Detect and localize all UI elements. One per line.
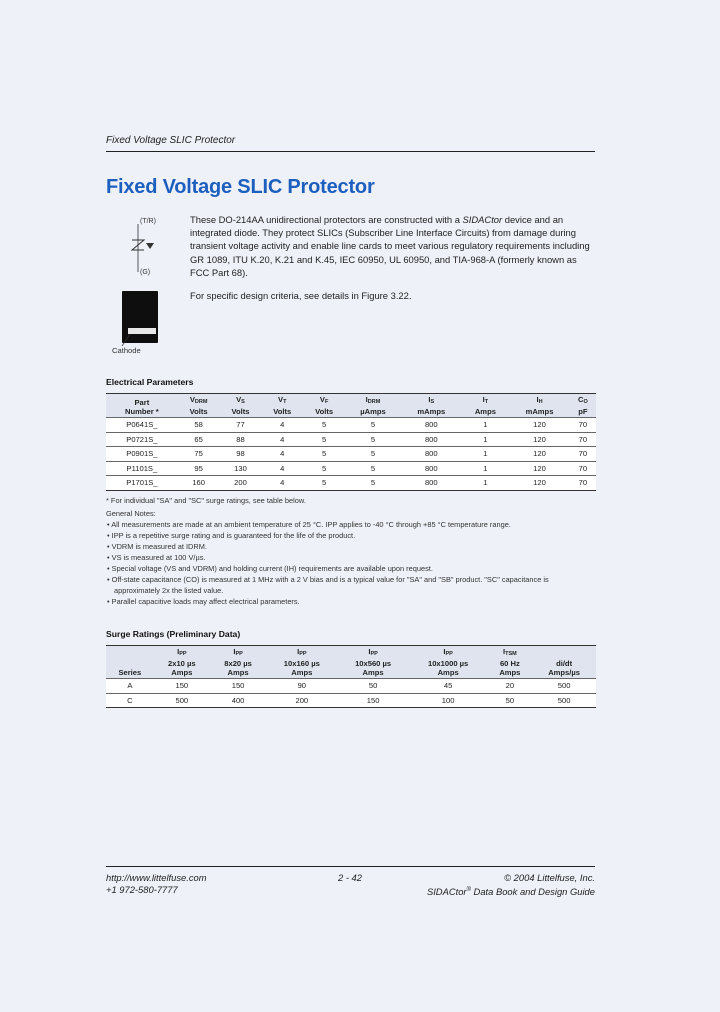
g-terminal-label: (G) — [140, 269, 151, 276]
table-cell: 5 — [303, 432, 345, 447]
footer-right — [380, 872, 595, 898]
general-notes — [106, 508, 596, 607]
header-symbol: $I_{PP}$ — [177, 647, 187, 657]
table-cell: 5 — [303, 476, 345, 491]
header-unit: mAmps — [417, 407, 446, 416]
table-cell: 58 — [178, 418, 220, 433]
header-unit: Volts — [315, 407, 334, 416]
intro-paragraph — [190, 213, 595, 279]
surge-header-cell — [409, 646, 488, 679]
intro-text-after: device and an integrated diode. They protect SLICs (Subscriber Line Interface Circuits) from damage during transient voltage activity and enable line cards to meet various regulatory requirements including GR 1089, ITU K.20, K.21 and K.45, IEC 60950, UL 60950, and TIA-968-A (formerly known as FCC Part 68). — [190, 214, 590, 278]
header-symbol-sub: T — [484, 399, 489, 405]
footer-url[interactable]: http://www.littelfuse.com — [106, 872, 207, 883]
footer-book-title: SIDACtor® Data Book and Design Guide — [426, 886, 595, 898]
table-cell: P0721S_ — [106, 432, 178, 447]
header-symbol-sub: TSM — [505, 651, 517, 657]
header-unit: Amps — [474, 407, 496, 416]
header-unit: Amps/µs — [548, 668, 580, 677]
surge-header-cell — [488, 646, 533, 679]
table-cell: 20 — [488, 679, 533, 694]
sidactor-term: SIDACtor — [462, 214, 503, 225]
header-symbol-sub: S — [241, 399, 245, 405]
table-cell: A — [106, 679, 154, 694]
table-cell: 120 — [509, 476, 570, 491]
page-title: Fixed Voltage SLIC Protector — [106, 176, 375, 198]
header-symbol: $V_T$ — [278, 395, 287, 405]
table-cell: 4 — [261, 476, 303, 491]
table-cell: 70 — [570, 418, 596, 433]
note-item: • VDRM is measured at IDRM. — [107, 542, 207, 551]
header-symbol-sub: PP — [179, 651, 187, 657]
footer-book-brand: SIDACtor — [426, 886, 467, 898]
header-symbol-sub: T — [283, 399, 287, 405]
electrical-header-cell — [303, 394, 345, 418]
table-cell: 1 — [462, 432, 510, 447]
table-cell: 500 — [154, 693, 210, 708]
surge-header-cell — [532, 646, 596, 679]
table-cell: P1701S_ — [106, 476, 178, 491]
table-cell: 200 — [220, 476, 262, 491]
footer-book-rest: Data Book and Design Guide — [470, 886, 595, 898]
table-cell: 500 — [532, 679, 596, 694]
header-symbol: $I_{DRM}$ — [365, 395, 381, 405]
table-cell: 65 — [178, 432, 220, 447]
header-symbol: $I_S$ — [428, 395, 435, 405]
table-cell: 45 — [409, 679, 488, 694]
header-line: 8x20 µs — [224, 659, 252, 668]
table-cell: 1 — [462, 461, 510, 476]
table-cell: 5 — [345, 418, 401, 433]
cathode-label: Cathode — [112, 346, 141, 355]
footer-phone: +1 972-580-7777 — [106, 884, 178, 895]
header-line: Part — [134, 398, 150, 407]
header-symbol-sub: PP — [445, 651, 453, 657]
table-cell: 150 — [337, 693, 408, 708]
header-unit: mAmps — [525, 407, 554, 416]
table-cell: 120 — [509, 432, 570, 447]
table-row — [106, 461, 596, 476]
table-row — [106, 679, 596, 694]
table-cell: 150 — [154, 679, 210, 694]
header-unit: µAmps — [360, 407, 386, 416]
surge-header-cell — [106, 646, 154, 679]
table-cell: 50 — [488, 693, 533, 708]
table-cell: 4 — [261, 461, 303, 476]
header-unit: Amps — [499, 668, 521, 677]
header-symbol-sub: F — [324, 399, 329, 405]
table-cell: 4 — [261, 447, 303, 462]
table-row — [106, 418, 596, 433]
general-notes-heading: General Notes: — [106, 509, 156, 518]
surge-header-cell — [210, 646, 266, 679]
header-unit: Volts — [273, 407, 292, 416]
table-row — [106, 432, 596, 447]
surge-header-cell — [337, 646, 408, 679]
table-cell: 5 — [303, 418, 345, 433]
table-cell: P1101S_ — [106, 461, 178, 476]
running-header: Fixed Voltage SLIC Protector — [106, 135, 236, 146]
table-cell: 75 — [178, 447, 220, 462]
header-unit: Volts — [231, 407, 250, 416]
electrical-header-cell — [220, 394, 262, 418]
device-diagram — [112, 214, 188, 364]
header-symbol: $C_O$ — [577, 395, 588, 405]
header-unit: pF — [578, 407, 588, 416]
header-symbol: $I_{PP}$ — [443, 647, 453, 657]
header-line: 10x560 µs — [355, 659, 392, 668]
surge-header-cell — [154, 646, 210, 679]
table-cell: 5 — [303, 447, 345, 462]
table-cell: 800 — [401, 447, 462, 462]
page-number: 2 - 42 — [338, 872, 362, 883]
header-symbol-sub: DRM — [367, 399, 381, 405]
intro-text-before: These DO-214AA unidirectional protectors are constructed with a — [190, 214, 463, 225]
table-cell: 500 — [532, 693, 596, 708]
footer-left — [106, 872, 207, 896]
table-cell: 160 — [178, 476, 220, 491]
header-symbol: $I_T$ — [482, 395, 489, 405]
header-line: 10x1000 µs — [427, 659, 469, 668]
electrical-footnote: * For individual "SA" and "SC" surge ratings, see table below. — [106, 496, 306, 505]
header-symbol: $I_H$ — [536, 395, 543, 405]
table-cell: C — [106, 693, 154, 708]
electrical-header-cell — [401, 394, 462, 418]
header-unit: Number * — [124, 407, 159, 416]
note-item: • IPP is a repetitive surge rating and is guaranteed for the life of the product. — [107, 531, 356, 540]
table-cell: 77 — [220, 418, 262, 433]
table-cell: 200 — [266, 693, 337, 708]
table-cell: 95 — [178, 461, 220, 476]
header-symbol: $I_{TSM}$ — [502, 647, 517, 657]
header-unit: Amps — [171, 668, 193, 677]
table-cell: P0901S_ — [106, 447, 178, 462]
table-cell: 70 — [570, 447, 596, 462]
table-row — [106, 476, 596, 491]
header-symbol: $I_{PP}$ — [368, 647, 378, 657]
table-cell: 70 — [570, 432, 596, 447]
header-symbol-sub: PP — [235, 651, 243, 657]
header-line: 10x160 µs — [283, 659, 320, 668]
table-cell: 5 — [345, 447, 401, 462]
electrical-header-cell — [462, 394, 510, 418]
header-symbol-sub: O — [583, 399, 588, 405]
electrical-header-cell — [345, 394, 401, 418]
header-line: 2x10 µs — [168, 659, 196, 668]
electrical-header-cell — [178, 394, 220, 418]
note-item: • All measurements are made at an ambient temperature of 25 °C. IPP applies to -40 °C through +85 °C temperature range. — [107, 520, 511, 529]
surge-table — [106, 645, 596, 708]
table-cell: 4 — [261, 432, 303, 447]
header-symbol: $I_{PP}$ — [233, 647, 243, 657]
header-unit: Volts — [189, 407, 208, 416]
table-cell: 70 — [570, 476, 596, 491]
header-symbol-sub: H — [538, 399, 543, 405]
table-cell: 50 — [337, 679, 408, 694]
table-cell: 150 — [210, 679, 266, 694]
header-symbol-sub: S — [430, 399, 435, 405]
header-unit: Amps — [362, 668, 384, 677]
note-item: • Parallel capacitive loads may affect electrical parameters. — [107, 597, 300, 606]
surge-header-cell — [266, 646, 337, 679]
schematic-symbol-icon — [118, 214, 188, 286]
table-cell: 400 — [210, 693, 266, 708]
header-symbol-sub: PP — [370, 651, 378, 657]
table-cell: 1 — [462, 476, 510, 491]
electrical-header-cell — [261, 394, 303, 418]
table-cell: P0641S_ — [106, 418, 178, 433]
table-cell: 800 — [401, 432, 462, 447]
table-cell: 100 — [409, 693, 488, 708]
header-symbol: $V_{DRM}$ — [189, 395, 208, 405]
header-rule — [106, 151, 595, 152]
table-cell: 800 — [401, 476, 462, 491]
table-cell: 120 — [509, 461, 570, 476]
table-cell: 70 — [570, 461, 596, 476]
note-item: • Special voltage (VS and VDRM) and holding current (IH) requirements are available upon request. — [107, 564, 433, 573]
table-cell: 120 — [509, 447, 570, 462]
table-cell: 98 — [220, 447, 262, 462]
note-item: • VS is measured at 100 V/µs. — [107, 553, 206, 562]
header-symbol: $V_F$ — [319, 395, 329, 405]
header-symbol-sub: DRM — [194, 399, 208, 405]
surge-heading: Surge Ratings (Preliminary Data) — [106, 629, 241, 639]
table-cell: 88 — [220, 432, 262, 447]
table-row — [106, 693, 596, 708]
table-cell: 1 — [462, 418, 510, 433]
header-line: di/dt — [556, 659, 573, 668]
table-cell: 130 — [220, 461, 262, 476]
note-item: • Off-state capacitance (CO) is measured at 1 MHz with a 2 V bias and is a typical value for "SA" and "SB" product. "SC" capacitance is approximately 2x the listed value. — [107, 575, 549, 595]
header-unit: Amps — [227, 668, 249, 677]
header-symbol-sub: PP — [299, 651, 307, 657]
electrical-heading: Electrical Parameters — [106, 377, 194, 387]
footer-rule — [106, 866, 595, 867]
tr-terminal-label: (T/R) — [140, 218, 156, 225]
table-cell: 5 — [303, 461, 345, 476]
header-unit: Amps — [437, 668, 459, 677]
table-cell: 90 — [266, 679, 337, 694]
header-unit: Amps — [291, 668, 313, 677]
table-cell: 5 — [345, 461, 401, 476]
footer-copyright: © 2004 Littelfuse, Inc. — [504, 872, 595, 883]
electrical-table — [106, 393, 596, 491]
electrical-header-cell — [106, 394, 178, 418]
header-line: 60 Hz — [499, 659, 520, 668]
table-cell: 120 — [509, 418, 570, 433]
table-cell: 800 — [401, 418, 462, 433]
electrical-header-cell — [570, 394, 596, 418]
design-criteria-note: For specific design criteria, see details in Figure 3.22. — [190, 290, 412, 301]
table-cell: 5 — [345, 432, 401, 447]
header-symbol: $I_{PP}$ — [297, 647, 307, 657]
electrical-header-cell — [509, 394, 570, 418]
table-cell: 5 — [345, 476, 401, 491]
table-cell: 4 — [261, 418, 303, 433]
header-unit: Series — [118, 668, 142, 677]
header-symbol: $V_S$ — [236, 395, 245, 405]
table-row — [106, 447, 596, 462]
table-cell: 800 — [401, 461, 462, 476]
table-cell: 1 — [462, 447, 510, 462]
